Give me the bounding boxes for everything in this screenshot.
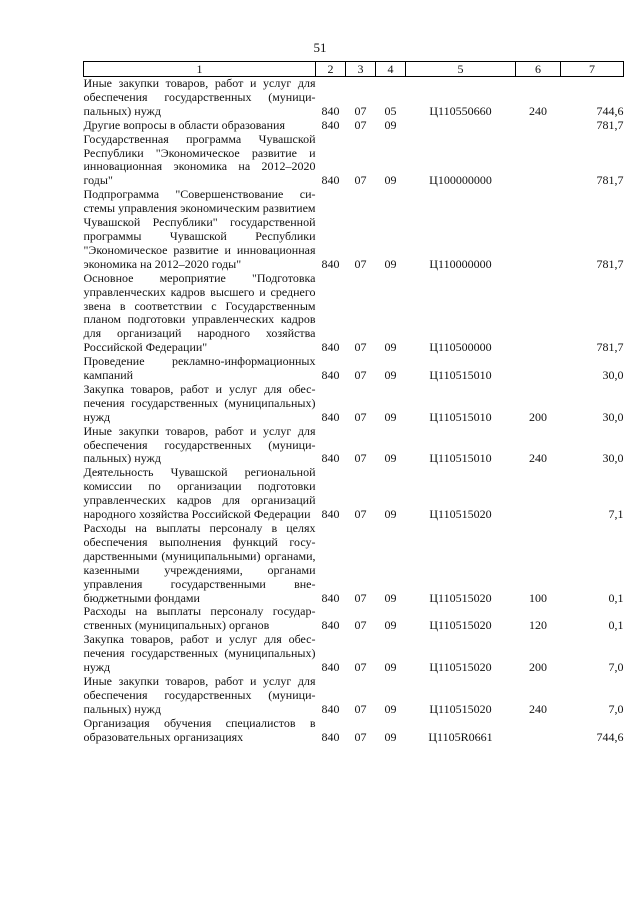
row-code-section: 07	[354, 117, 367, 132]
table-row	[84, 77, 624, 119]
row-code-ministry: 840	[321, 701, 340, 716]
row-code-target: Ц1105R0661	[428, 729, 493, 744]
column-header: 2	[316, 62, 346, 77]
row-code-section: 07	[354, 507, 367, 522]
row-code-target: Ц110515020	[429, 660, 492, 675]
row-amount: 744,6	[596, 729, 624, 744]
table-row	[84, 605, 624, 633]
row-description: Проведение рекламно-информационных кампаний	[83, 354, 316, 383]
row-code-target: Ц110515010	[429, 409, 492, 424]
row-code-section: 07	[354, 368, 367, 383]
row-code-ministry: 840	[321, 618, 340, 633]
row-amount: 30,0	[602, 409, 624, 424]
row-amount: 30,0	[602, 368, 624, 383]
row-code-target: Ц110500000	[429, 340, 492, 355]
row-code-ministry: 840	[321, 103, 340, 118]
row-amount: 781,7	[596, 117, 624, 132]
table-row	[84, 119, 624, 133]
row-code-ministry: 840	[321, 173, 340, 188]
table-row	[84, 522, 624, 605]
row-code-subsection: 09	[384, 701, 397, 716]
row-code-expense-type: 200	[529, 660, 547, 675]
row-code-target: Ц110515010	[429, 368, 492, 383]
row-code-expense-type: 240	[529, 103, 547, 118]
row-code-ministry: 840	[321, 660, 340, 675]
row-code-expense-type	[516, 466, 561, 522]
row-code-target	[406, 119, 516, 133]
row-code-ministry: 840	[321, 507, 340, 522]
row-code-expense-type	[516, 717, 561, 745]
row-amount: 781,7	[596, 173, 624, 188]
row-code-section: 07	[354, 173, 367, 188]
row-code-expense-type	[516, 188, 561, 271]
row-code-expense-type	[516, 355, 561, 383]
row-code-section: 07	[354, 256, 367, 271]
row-code-target: Ц110550660	[429, 103, 492, 118]
row-code-subsection: 09	[384, 340, 397, 355]
column-header: 1	[84, 62, 316, 77]
row-code-target: Ц110515020	[429, 618, 492, 633]
column-header: 3	[346, 62, 376, 77]
column-header: 4	[376, 62, 406, 77]
row-amount: 781,7	[596, 340, 624, 355]
row-code-ministry: 840	[321, 409, 340, 424]
row-code-subsection: 05	[384, 103, 397, 118]
row-amount: 0,1	[608, 618, 624, 633]
row-code-target: Ц110000000	[429, 256, 492, 271]
row-code-expense-type: 100	[529, 590, 547, 605]
row-amount: 744,6	[596, 103, 624, 118]
row-code-ministry: 840	[321, 256, 340, 271]
row-code-subsection: 09	[384, 451, 397, 466]
table-row	[84, 466, 624, 522]
table-row	[84, 383, 624, 425]
row-code-subsection: 09	[384, 660, 397, 675]
row-description: Организация обучения специалистов в образовательных организациях	[83, 715, 316, 744]
page-number: 51	[313, 40, 327, 55]
row-code-ministry: 840	[321, 117, 340, 132]
column-header: 7	[561, 62, 624, 77]
row-code-section: 07	[354, 103, 367, 118]
row-code-section: 07	[354, 590, 367, 605]
row-code-target: Ц110515020	[429, 701, 492, 716]
row-description: Закупка товаров, работ и услуг для обеспечения государственных (муниципальных) нужд	[83, 632, 316, 675]
row-amount: 0,1	[608, 590, 624, 605]
row-code-subsection: 09	[384, 590, 397, 605]
row-code-ministry: 840	[321, 368, 340, 383]
row-code-section: 07	[354, 409, 367, 424]
header-row	[84, 62, 624, 77]
row-code-target: Ц100000000	[429, 173, 492, 188]
row-code-section: 07	[354, 660, 367, 675]
table-row	[84, 355, 624, 383]
row-code-expense-type	[516, 133, 561, 189]
row-amount: 7,0	[608, 701, 624, 716]
table-row	[84, 717, 624, 745]
row-code-target: Ц110515020	[429, 590, 492, 605]
row-description: Другие вопросы в области образования	[83, 117, 285, 132]
row-code-section: 07	[354, 729, 367, 744]
row-code-subsection: 09	[384, 507, 397, 522]
table-row	[84, 133, 624, 189]
row-description: Государственная программа Чувашской Республики "Экономическое развитие и инновационная экономика на 2012–2020 годы"	[83, 131, 316, 188]
row-code-expense-type	[516, 119, 561, 133]
row-description: Иные закупки товаров, работ и услуг для обеспечения государственных (муниципальных) нужд	[83, 76, 316, 118]
row-code-subsection: 09	[384, 173, 397, 188]
row-description: Иные закупки товаров, работ и услуг для обеспечения государственных (муниципальных) нужд	[83, 423, 316, 466]
table-row	[84, 675, 624, 717]
table-row	[84, 272, 624, 355]
row-code-ministry: 840	[321, 340, 340, 355]
row-code-subsection: 09	[384, 368, 397, 383]
table-row	[84, 425, 624, 467]
row-code-target: Ц110515010	[429, 451, 492, 466]
row-description: Деятельность Чувашской региональной комиссии по организации подготовки управленческих кадров для организаций народного хозяйства Российской Федерации	[83, 465, 316, 522]
row-code-ministry: 840	[321, 590, 340, 605]
row-code-section: 07	[354, 451, 367, 466]
row-code-expense-type: 240	[529, 451, 547, 466]
row-code-subsection: 09	[384, 117, 397, 132]
row-code-expense-type	[516, 272, 561, 355]
row-amount: 30,0	[602, 451, 624, 466]
row-description: Основное мероприятие "Подготовка управленческих кадров высшего и среднего звена в соответствии с Государственным планом подготовки управленческих кадров для организаций народного хозяйства Российской Федерации"	[83, 270, 316, 355]
row-code-ministry: 840	[321, 729, 340, 744]
row-code-target: Ц110515020	[429, 507, 492, 522]
row-code-subsection: 09	[384, 256, 397, 271]
row-code-section: 07	[354, 340, 367, 355]
column-header: 6	[516, 62, 561, 77]
row-description: Расходы на выплаты персоналу в целях обеспечения выполнения функций государственными (муниципальными) органами, казенными учреждениями, органами управления государственными внебюджетными фондами	[83, 521, 316, 605]
row-description: Подпрограмма "Совершенствование системы управления экономическим развитием Чувашской Республики" государственной программы Чувашской Республики "Экономическое развитие и инновационная экономика на 2012–2020 годы"	[83, 187, 316, 271]
table-row	[84, 188, 624, 271]
row-code-expense-type: 200	[529, 409, 547, 424]
row-description: Закупка товаров, работ и услуг для обеспечения государственных (муниципальных) нужд	[83, 381, 316, 424]
row-code-subsection: 09	[384, 729, 397, 744]
table-row	[84, 633, 624, 675]
budget-table	[83, 61, 624, 745]
row-amount: 7,0	[608, 660, 624, 675]
column-header: 5	[406, 62, 516, 77]
row-description: Расходы на выплаты персоналу государственных (муниципальных) органов	[83, 604, 316, 633]
row-code-expense-type: 120	[529, 618, 547, 633]
row-code-section: 07	[354, 701, 367, 716]
row-code-subsection: 09	[384, 618, 397, 633]
row-amount: 7,1	[608, 507, 624, 522]
row-code-ministry: 840	[321, 451, 340, 466]
row-code-expense-type: 240	[529, 701, 547, 716]
row-code-subsection: 09	[384, 409, 397, 424]
row-code-section: 07	[354, 618, 367, 633]
row-description: Иные закупки товаров, работ и услуг для обеспечения государственных (муниципальных) нужд	[83, 673, 316, 716]
row-amount: 781,7	[596, 256, 624, 271]
